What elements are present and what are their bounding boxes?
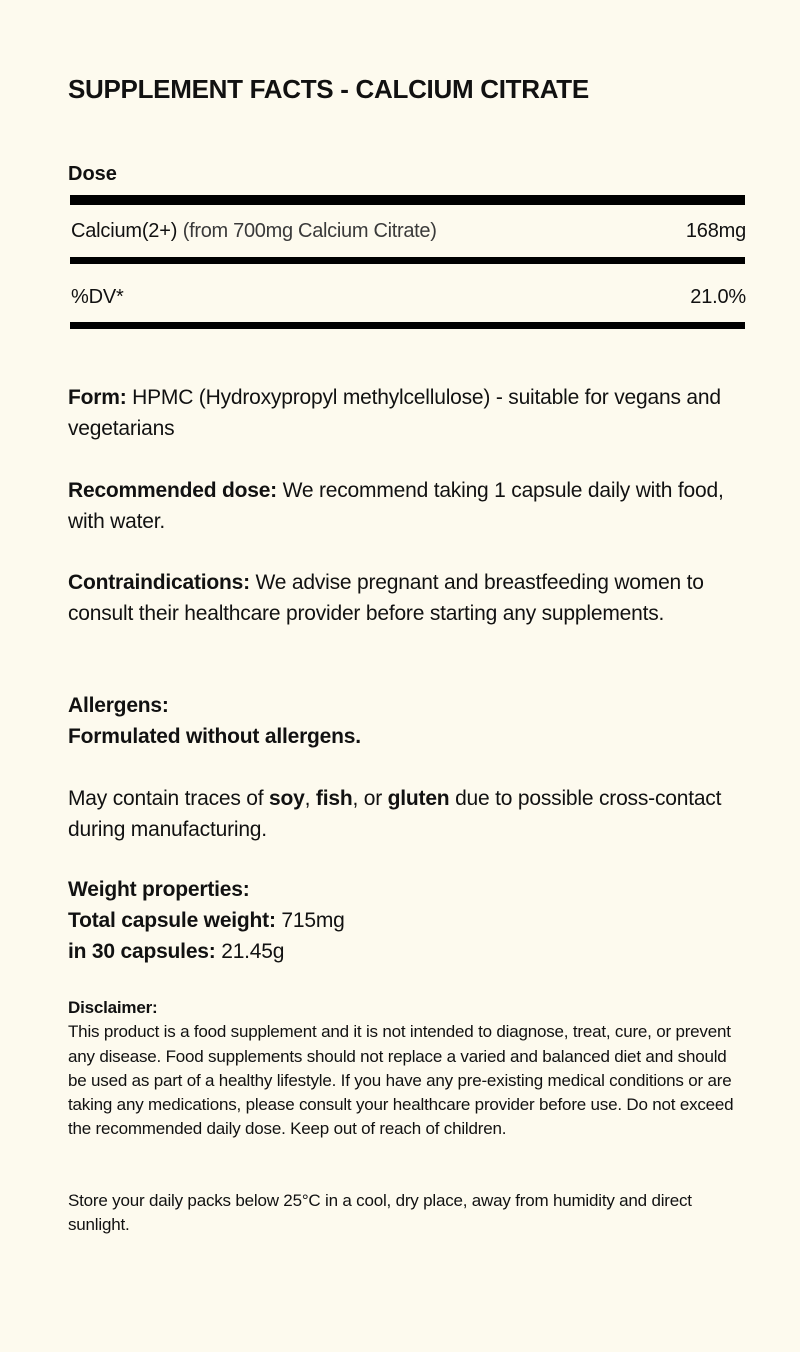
contraindications-section bbox=[68, 567, 748, 629]
allergens-label: Allergens: bbox=[68, 694, 169, 717]
allergens-statement: Formulated without allergens. bbox=[68, 725, 361, 748]
traces-prefix: May contain traces of bbox=[68, 787, 270, 810]
allergen-fish: fish bbox=[315, 787, 353, 810]
allergen-gluten: gluten bbox=[387, 787, 450, 810]
facts-divider-bottom bbox=[70, 322, 745, 329]
fact-row-calcium bbox=[71, 217, 746, 245]
daily-value-percent: 21.0% bbox=[690, 286, 746, 308]
nutrient-amount: 168mg bbox=[685, 220, 746, 242]
capsule-weight-line bbox=[68, 905, 748, 936]
disclaimer-section bbox=[68, 996, 748, 1142]
facts-divider-thick bbox=[70, 195, 745, 205]
facts-table-header: Dose bbox=[68, 163, 117, 185]
pack-weight-line bbox=[68, 936, 748, 967]
weight-properties-section bbox=[68, 874, 748, 967]
storage-instructions: Store your daily packs below 25°C in a cool, dry place, away from humidity and direct sunlight. bbox=[68, 1191, 692, 1235]
weight-properties-label: Weight properties: bbox=[68, 878, 250, 901]
pack-weight-value: 21.45g bbox=[221, 940, 285, 963]
pack-weight-label: in 30 capsules: bbox=[68, 940, 216, 963]
nutrient-source: (from 700mg Calcium Citrate) bbox=[182, 220, 437, 242]
allergen-soy: soy bbox=[269, 787, 305, 810]
form-section bbox=[68, 382, 748, 444]
nutrient-name: Calcium(2+) bbox=[71, 220, 178, 242]
traces-separator: , bbox=[304, 787, 316, 810]
fact-name bbox=[71, 283, 124, 311]
disclaimer-label: Disclaimer: bbox=[68, 998, 158, 1017]
recommended-dose-text: We recommend taking 1 capsule daily with food, with water. bbox=[68, 479, 724, 533]
fact-row-daily-value bbox=[71, 283, 746, 311]
traces-suffix: due to possible cross-contact during manufacturing. bbox=[68, 787, 722, 841]
form-label: Form: bbox=[68, 386, 127, 409]
disclaimer-text: This product is a food supplement and it is not intended to diagnose, treat, cure, or prevent any disease. Food supplements should not replace a varied and balanced diet and should be used as part of a healthy lifestyle. If you have any pre-existing medical conditions or are taking any medications, please consult your healthcare provider before use. Do not exceed the recommended daily dose. Keep out of reach of children. bbox=[68, 1022, 734, 1139]
allergens-section bbox=[68, 690, 748, 752]
daily-value-label: %DV* bbox=[71, 286, 124, 308]
recommended-dose-label: Recommended dose: bbox=[68, 479, 277, 502]
page-title: SUPPLEMENT FACTS - CALCIUM CITRATE bbox=[68, 74, 589, 104]
allergen-traces-note bbox=[68, 783, 748, 845]
facts-divider bbox=[70, 257, 745, 264]
contraindications-label: Contraindications: bbox=[68, 571, 250, 594]
fact-name bbox=[71, 217, 437, 245]
traces-separator: , or bbox=[352, 787, 388, 810]
recommended-dose-section bbox=[68, 475, 748, 537]
form-text: HPMC (Hydroxypropyl methylcellulose) - suitable for vegans and vegetarians bbox=[68, 386, 721, 440]
capsule-weight-value: 715mg bbox=[281, 909, 345, 932]
contraindications-text: We advise pregnant and breastfeeding women to consult their healthcare provider before starting any supplements. bbox=[68, 571, 704, 625]
capsule-weight-label: Total capsule weight: bbox=[68, 909, 276, 932]
